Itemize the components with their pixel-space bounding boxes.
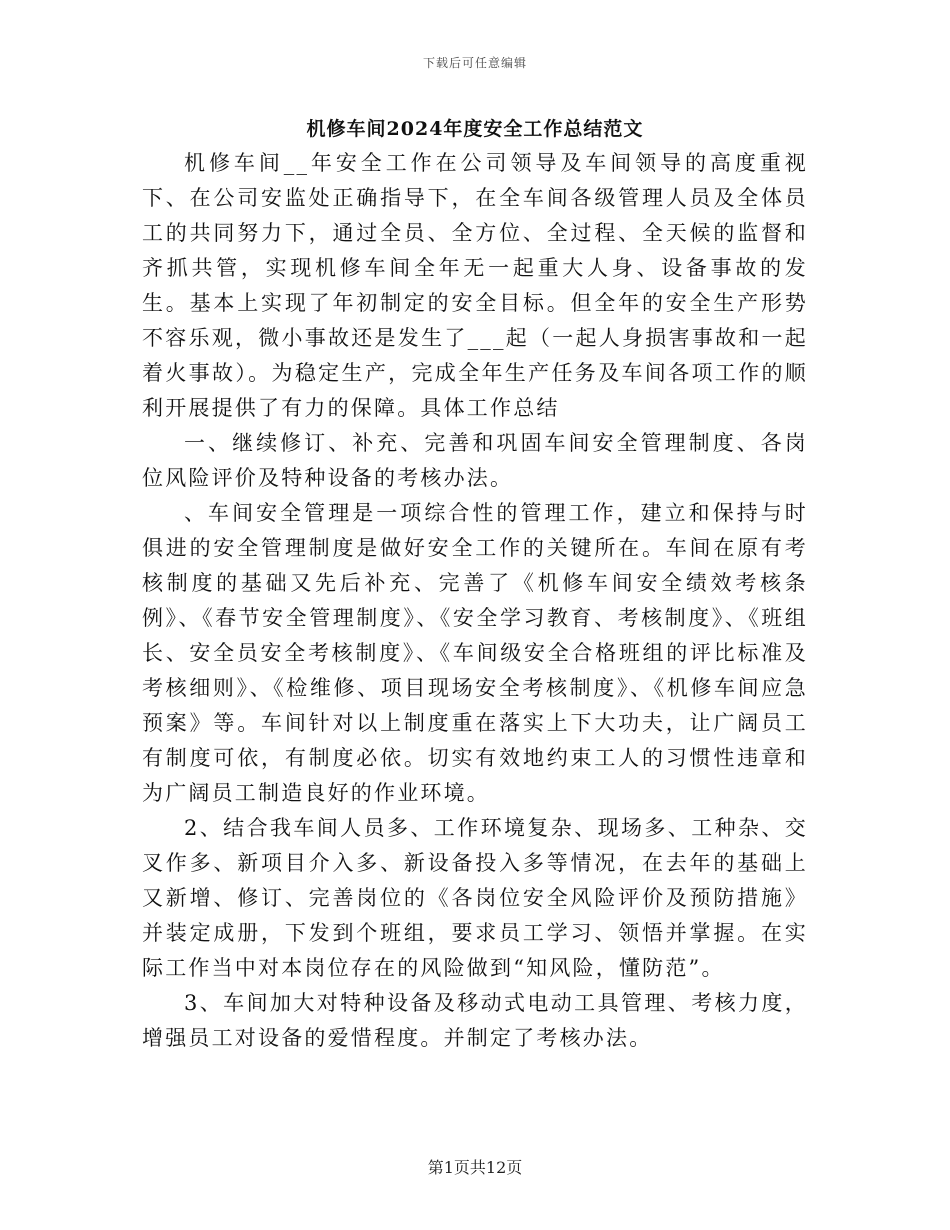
paragraph-section-1-heading: 一、继续修订、补充、完善和巩固车间安全管理制度、各岗位风险评价及特种设备的考核办法。 bbox=[142, 431, 808, 490]
paragraph-item-3: 3、车间加大对特种设备及移动式电动工具管理、考核力度，增强员工对设备的爱惜程度。并制定了考核办法。 bbox=[142, 991, 808, 1050]
paragraph-item-1: 、车间安全管理是一项综合性的管理工作，建立和保持与时俱进的安全管理制度是做好安全工作的关键所在。车间在原有考核制度的基础又先后补充、完善了《机修车间安全绩效考核条例》、《春节安全管理制度》、《安全学习教育、考核制度》、《班组长、安全员安全考核制度》、《车间级安全合格班组的评比标准及考核细则》、《检维修、项目现场安全考核制度》、《机修车间应急预案》等。车间针对以上制度重在落实上下大功夫，让广阔员工有制度可依，有制度必依。切实有效地约束工人的习惯性违章和为广阔员工制造良好的作业环境。 bbox=[142, 501, 808, 805]
page-header-note: 下载后可任意编辑 bbox=[422, 56, 527, 70]
document-body bbox=[142, 146, 808, 1056]
document-title: 机修车间2024年度安全工作总结范文 bbox=[306, 118, 644, 140]
paragraph-intro: 机修车间__年安全工作在公司领导及车间领导的高度重视下、在公司安监处正确指导下，在全车间各级管理人员及全体员工的共同努力下，通过全员、全方位、全过程、全天候的监督和齐抓共管，实现机修车间全年无一起重大人身、设备事故的发生。基本上实现了年初制定的安全目标。但全年的安全生产形势不容乐观，微小事故还是发生了___起（一起人身损害事故和一起着火事故）。为稳定生产，完成全年生产任务及车间各项工作的顺利开展提供了有力的保障。具体工作总结 bbox=[142, 151, 808, 420]
page-number: 第1页共12页 bbox=[427, 1158, 523, 1177]
paragraph-item-2: 2、结合我车间人员多、工作环境复杂、现场多、工种杂、交叉作多、新项目介入多、新设备投入多等情况，在去年的基础上又新增、修订、完善岗位的《各岗位安全风险评价及预防措施》并装定成册，下发到个班组，要求员工学习、领悟并掌握。在实际工作当中对本岗位存在的风险做到“知风险，懂防范”。 bbox=[142, 816, 808, 980]
